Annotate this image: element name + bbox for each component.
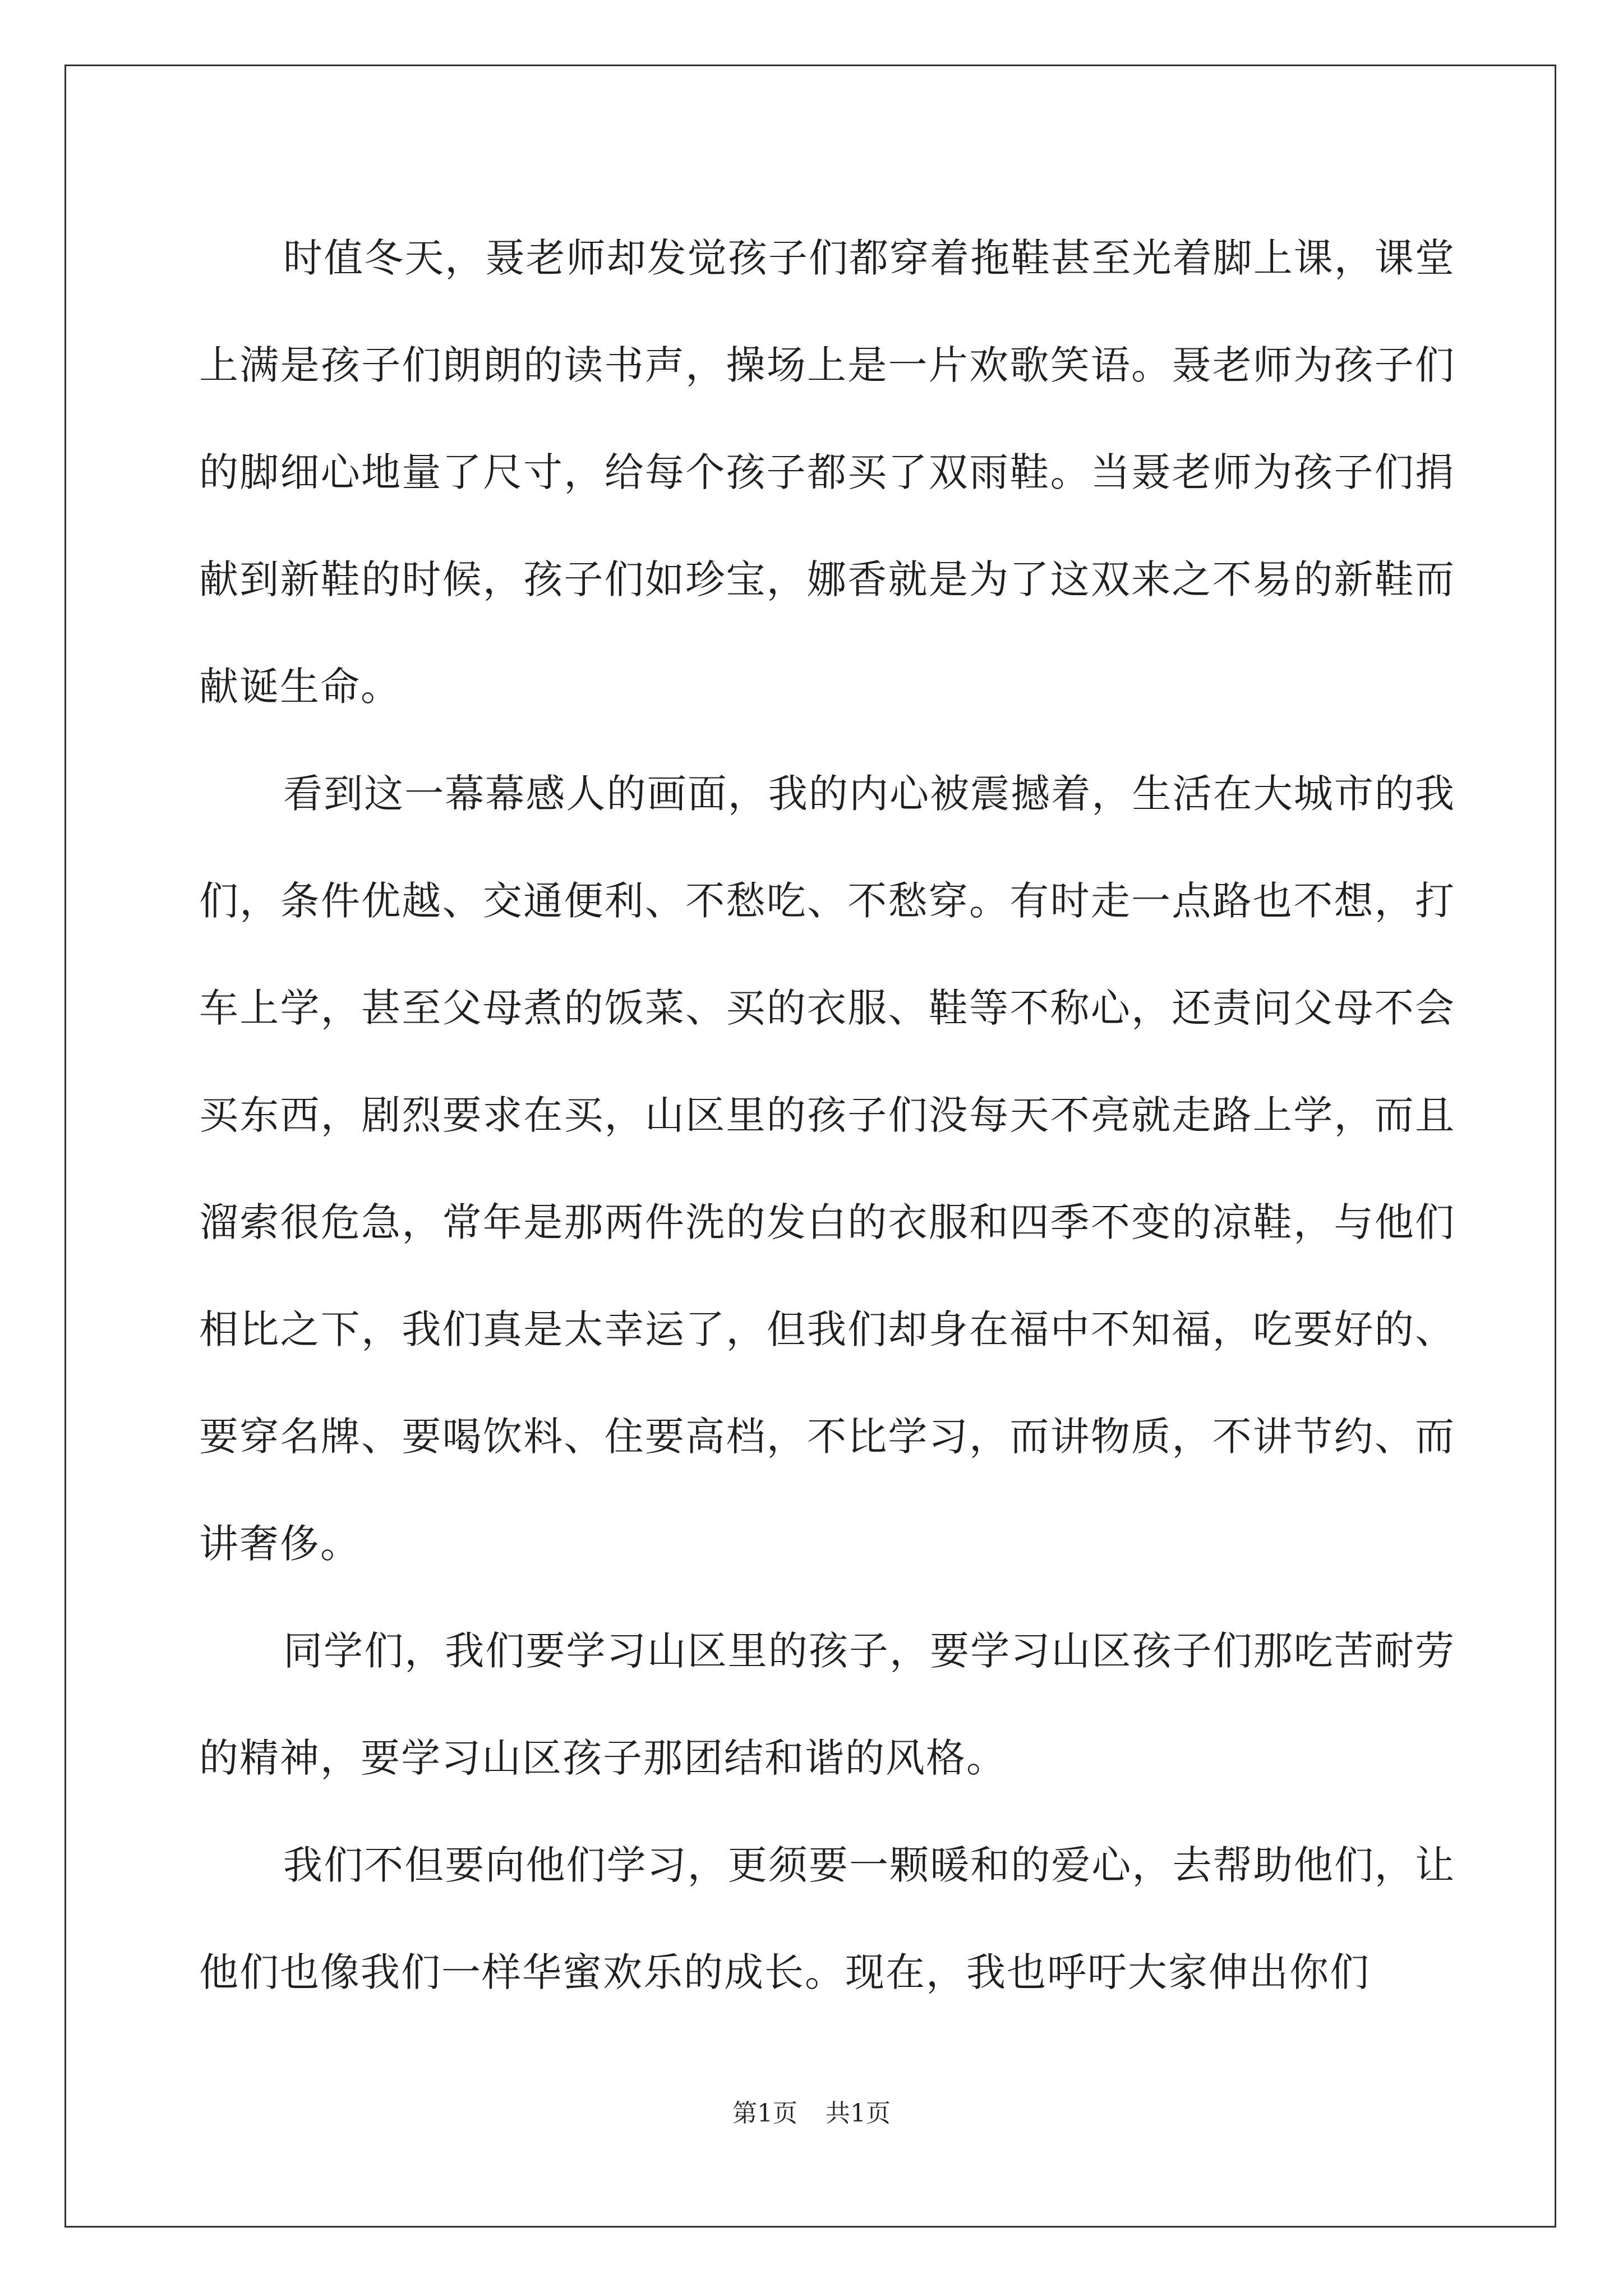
paragraph: 时值冬天，聂老师却发觉孩子们都穿着拖鞋甚至光着脚上课，课堂上满是孩子们朗朗的读书声，操场上是一片欢歌笑语。聂老师为孩子们的脚细心地量了尺寸，给每个孩子都买了双雨鞋。当聂老师为孩子们捐献到新鞋的时候，孩子们如珍宝，娜香就是为了这双来之不易的新鞋而献诞生命。 <box>199 235 1455 710</box>
page-number: 第1页 <box>732 2099 797 2128</box>
paragraph: 我们不但要向他们学习，更须要一颗暖和的爱心，去帮助他们，让他们也像我们一样华蜜欢乐的成长。现在，我也呼吁大家伸出你们 <box>199 1842 1455 1995</box>
page-footer <box>0 2097 1623 2131</box>
paragraph: 看到这一幕幕感人的画面，我的内心被震撼着，生活在大城市的我们，条件优越、交通便利、不愁吃、不愁穿。有时走一点路也不想，打车上学，甚至父母煮的饭菜、买的衣服、鞋等不称心，还责问父母不会买东西，剧烈要求在买，山区里的孩子们没每天不亮就走路上学，而且溜索很危急，常年是那两件洗的发白的衣服和四季不变的凉鞋，与他们相比之下，我们真是太幸运了，但我们却身在福中不知福，吃要好的、要穿名牌、要喝饮料、住要高档，不比学习，而讲物质，不讲节约、而讲奢侈。 <box>199 771 1455 1567</box>
paragraph: 同学们，我们要学习山区里的孩子，要学习山区孩子们那吃苦耐劳的精神，要学习山区孩子那团结和谐的风格。 <box>199 1628 1455 1781</box>
total-pages: 共1页 <box>826 2099 891 2128</box>
document-body <box>199 205 1455 2026</box>
